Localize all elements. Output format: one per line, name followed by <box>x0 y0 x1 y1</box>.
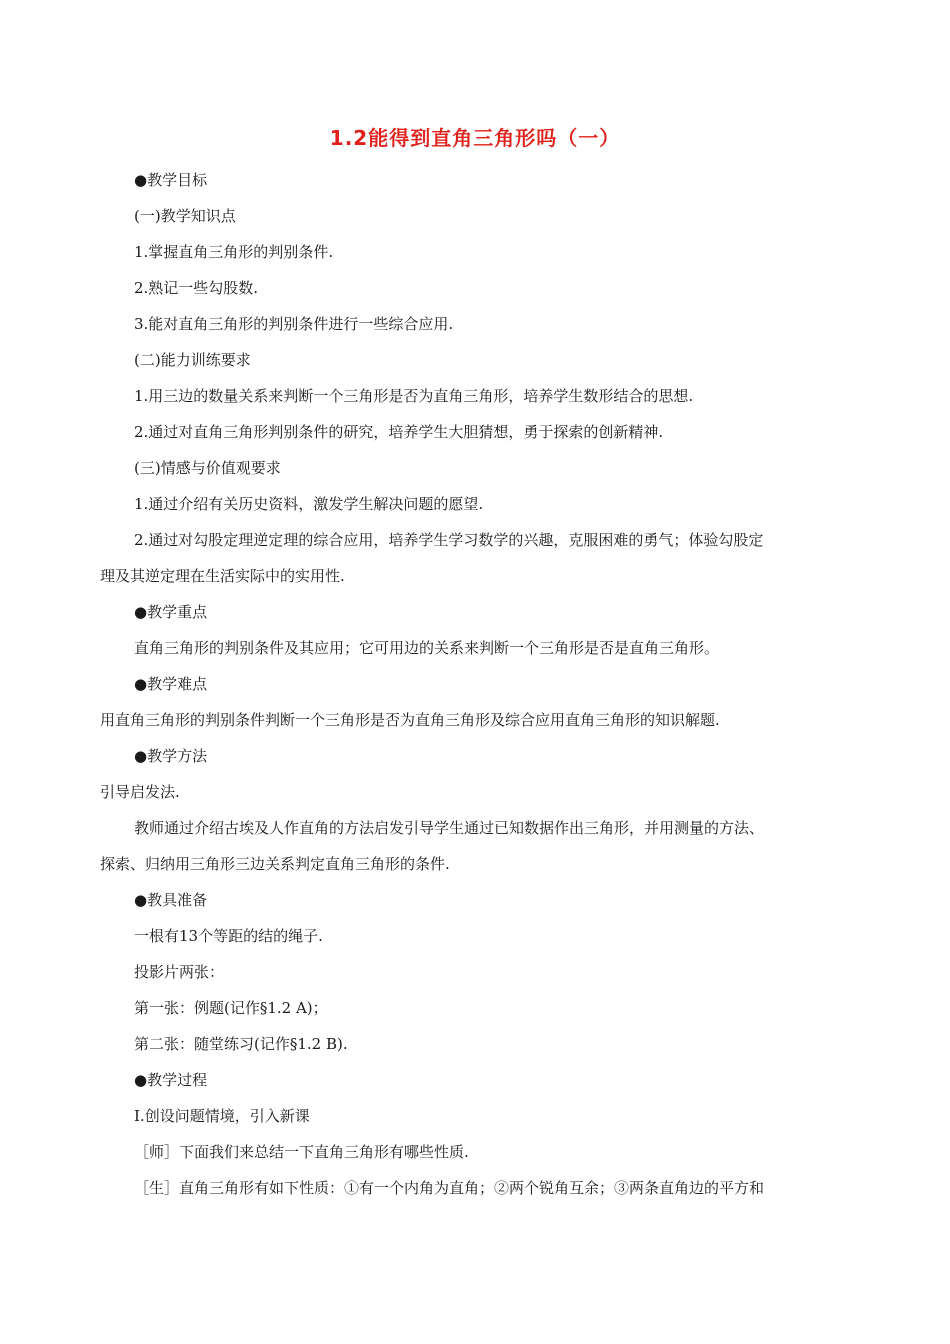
document-body <box>100 162 852 1206</box>
paragraph: ［师］下面我们来总结一下直角三角形有哪些性质. <box>134 1143 469 1161</box>
paragraph: 直角三角形的判别条件及其应用；它可用边的关系来判断一个三角形是否是直角三角形。 <box>134 639 720 657</box>
paragraph: 引导启发法. <box>100 783 180 801</box>
paragraph: 一根有13个等距的结的绳子. <box>134 927 323 945</box>
section-heading-tools: ●教具准备 <box>134 891 208 909</box>
paragraph-continuation: 理及其逆定理在生活实际中的实用性. <box>100 567 345 585</box>
paragraph: 1.通过介绍有关历史资料，激发学生解决问题的愿望. <box>134 495 484 513</box>
subheading-ability: (二)能力训练要求 <box>134 351 251 369</box>
paragraph: 1.掌握直角三角形的判别条件. <box>134 243 334 261</box>
paragraph: 第二张：随堂练习(记作§1.2 B). <box>134 1035 348 1053</box>
section-heading-method: ●教学方法 <box>134 747 208 765</box>
paragraph: 2.通过对勾股定理逆定理的综合应用，培养学生学习数学的兴趣，克服困难的勇气；体验勾股定 <box>134 531 764 549</box>
paragraph: ［生］直角三角形有如下性质：①有一个内角为直角；②两个锐角互余；③两条直角边的平方和 <box>134 1179 765 1197</box>
section-heading-process: ●教学过程 <box>134 1071 208 1089</box>
paragraph-continuation: 探索、归纳用三角形三边关系判定直角三角形的条件. <box>100 855 450 873</box>
paragraph: 第一张：例题(记作§1.2 A)； <box>134 999 328 1017</box>
section-heading-difficulty: ●教学难点 <box>134 675 208 693</box>
paragraph: 1.用三边的数量关系来判断一个三角形是否为直角三角形，培养学生数形结合的思想. <box>134 387 694 405</box>
subheading-emotion: (三)情感与价值观要求 <box>134 459 281 477</box>
subheading-knowledge: (一)教学知识点 <box>134 207 236 225</box>
section-heading-key: ●教学重点 <box>134 603 208 621</box>
paragraph: Ⅰ.创设问题情境，引入新课 <box>134 1107 310 1125</box>
paragraph: 投影片两张： <box>134 963 225 981</box>
paragraph: 教师通过介绍古埃及人作直角的方法启发引导学生通过已知数据作出三角形，并用测量的方法、 <box>134 819 765 837</box>
paragraph: 3.能对直角三角形的判别条件进行一些综合应用. <box>134 315 454 333</box>
paragraph: 2.通过对直角三角形判别条件的研究，培养学生大胆猜想，勇于探索的创新精神. <box>134 423 664 441</box>
section-heading-goals: ●教学目标 <box>134 171 208 189</box>
document-title: 1.2能得到直角三角形吗（一） <box>329 126 621 150</box>
paragraph: 用直角三角形的判别条件判断一个三角形是否为直角三角形及综合应用直角三角形的知识解题. <box>100 711 720 729</box>
paragraph: 2.熟记一些勾股数. <box>134 279 259 297</box>
